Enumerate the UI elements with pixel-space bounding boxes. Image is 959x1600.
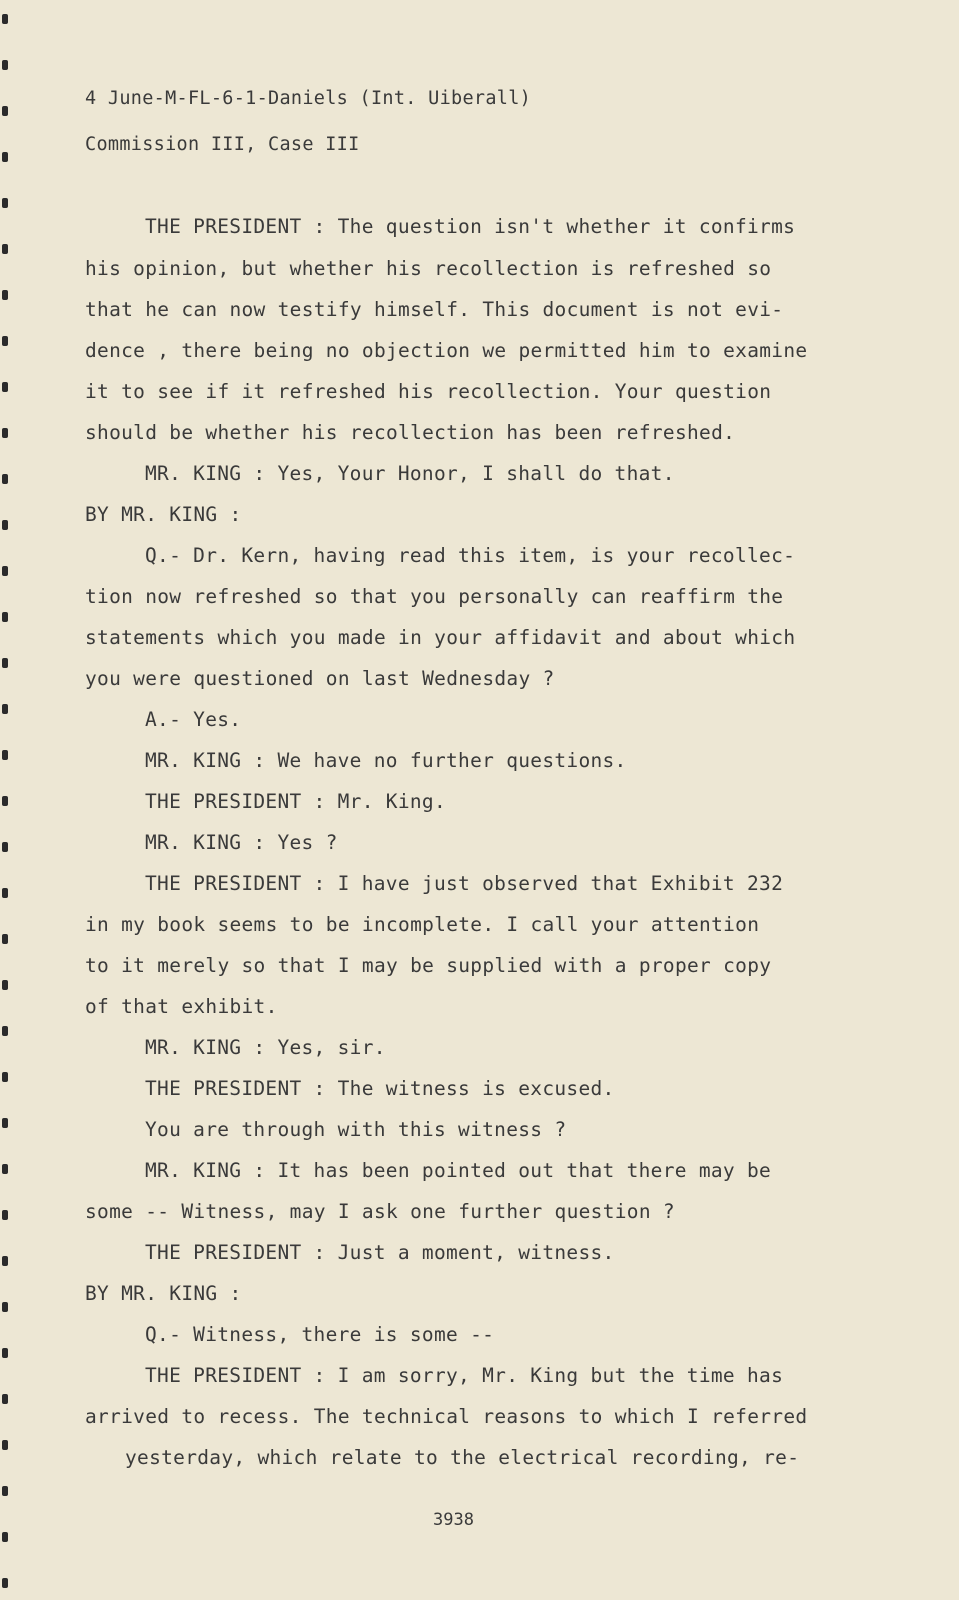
transcript-line: tion now refreshed so that you personally can reaffirm the: [85, 585, 784, 608]
binding-hole: [2, 198, 8, 208]
binding-hole: [2, 520, 8, 530]
transcript-line: MR. KING : Yes, sir.: [145, 1036, 386, 1059]
transcript-line: dence , there being no objection we permitted him to examine: [85, 339, 808, 362]
binding-hole: [2, 428, 8, 438]
binding-hole: [2, 1118, 8, 1128]
binding-hole: [2, 750, 8, 760]
transcript-line: arrived to recess. The technical reasons to which I referred: [85, 1405, 808, 1428]
binding-hole: [2, 1210, 8, 1220]
binding-hole: [2, 658, 8, 668]
transcript-line: of that exhibit.: [85, 995, 278, 1018]
transcript-line: his opinion, but whether his recollection is refreshed so: [85, 257, 772, 280]
transcript-line: MR. KING : Yes, Your Honor, I shall do that.: [145, 462, 675, 485]
binding-hole: [2, 1578, 8, 1588]
transcript-line: BY MR. KING :: [85, 503, 242, 526]
binding-hole: [2, 290, 8, 300]
transcript-line: some -- Witness, may I ask one further question ?: [85, 1200, 675, 1223]
binding-hole: [2, 566, 8, 576]
binding-hole: [2, 1026, 8, 1036]
binding-hole: [2, 1486, 8, 1496]
transcript-line: THE PRESIDENT : The witness is excused.: [145, 1077, 615, 1100]
transcript-line: that he can now testify himself. This document is not evi-: [85, 298, 784, 321]
header-line-2: Commission III, Case III: [85, 134, 360, 155]
transcript-line: MR. KING : Yes ?: [145, 831, 338, 854]
binding-hole: [2, 1256, 8, 1266]
binding-hole: [2, 704, 8, 714]
transcript-line: it to see if it refreshed his recollection. Your question: [85, 380, 772, 403]
transcript-line: Q.- Witness, there is some --: [145, 1323, 495, 1346]
binding-hole: [2, 60, 8, 70]
transcript-line: THE PRESIDENT : The question isn't whether it confirms: [145, 215, 796, 238]
binding-hole: [2, 796, 8, 806]
binding-hole: [2, 888, 8, 898]
binding-hole: [2, 980, 8, 990]
binding-hole: [2, 474, 8, 484]
transcript-line: to it merely so that I may be supplied with a proper copy: [85, 954, 772, 977]
binding-hole: [2, 934, 8, 944]
transcript-line: MR. KING : It has been pointed out that there may be: [145, 1159, 772, 1182]
binding-hole: [2, 612, 8, 622]
binding-hole: [2, 152, 8, 162]
transcript-line: you were questioned on last Wednesday ?: [85, 667, 555, 690]
binding-hole: [2, 1348, 8, 1358]
transcript-line: should be whether his recollection has been refreshed.: [85, 421, 736, 444]
page-number: 3938: [433, 1510, 474, 1530]
binding-hole: [2, 1532, 8, 1542]
transcript-line: You are through with this witness ?: [145, 1118, 567, 1141]
transcript-line: MR. KING : We have no further questions.: [145, 749, 627, 772]
binding-hole: [2, 1302, 8, 1312]
binding-hole: [2, 1072, 8, 1082]
binding-hole: [2, 842, 8, 852]
header-line-1: 4 June-M-FL-6-1-Daniels (Int. Uiberall): [85, 88, 532, 109]
binding-holes: [0, 0, 12, 1600]
transcript-line: yesterday, which relate to the electrical recording, re-: [125, 1446, 800, 1469]
transcript-line: THE PRESIDENT : I have just observed that Exhibit 232: [145, 872, 784, 895]
transcript-line: in my book seems to be incomplete. I call your attention: [85, 913, 760, 936]
transcript-line: Q.- Dr. Kern, having read this item, is your recollec-: [145, 544, 796, 567]
binding-hole: [2, 382, 8, 392]
binding-hole: [2, 1394, 8, 1404]
transcript-line: statements which you made in your affidavit and about which: [85, 626, 796, 649]
binding-hole: [2, 336, 8, 346]
binding-hole: [2, 106, 8, 116]
transcript-line: THE PRESIDENT : I am sorry, Mr. King but the time has: [145, 1364, 784, 1387]
binding-hole: [2, 1440, 8, 1450]
transcript-line: BY MR. KING :: [85, 1282, 242, 1305]
transcript-line: THE PRESIDENT : Just a moment, witness.: [145, 1241, 615, 1264]
binding-hole: [2, 1164, 8, 1174]
binding-hole: [2, 14, 8, 24]
transcript-line: THE PRESIDENT : Mr. King.: [145, 790, 446, 813]
binding-hole: [2, 244, 8, 254]
transcript-line: A.- Yes.: [145, 708, 242, 731]
